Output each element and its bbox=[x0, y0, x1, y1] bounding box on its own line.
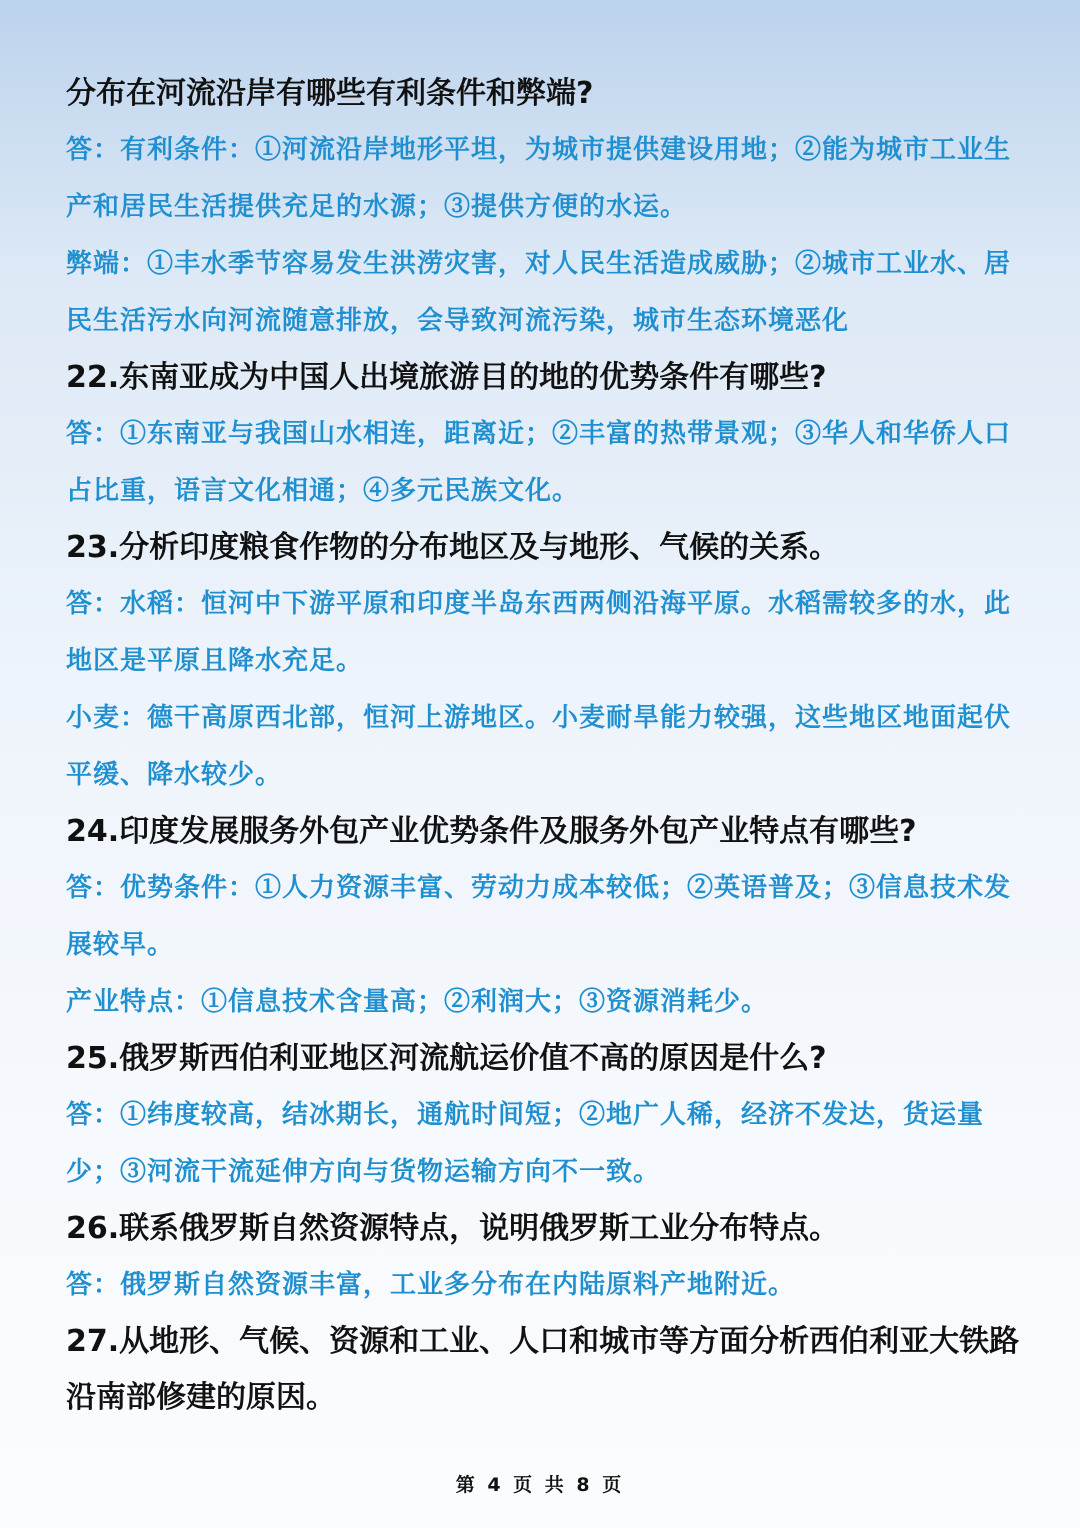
answer-paragraph: 小麦：德干高原西北部，恒河上游地区。小麦耐旱能力较强，这些地区地面起伏平缓、降水较少。 bbox=[66, 703, 1012, 790]
answer-paragraph: 答：水稻：恒河中下游平原和印度半岛东西两侧沿海平原。水稻需较多的水，此地区是平原且降水充足。 bbox=[66, 589, 1012, 676]
question-heading: 分布在河流沿岸有哪些有利条件和弊端? bbox=[66, 76, 594, 111]
question-heading: 25.俄罗斯西伯利亚地区河流航运价值不高的原因是什么? bbox=[66, 1041, 827, 1076]
page-number: 第 4 页 共 8 页 bbox=[455, 1474, 625, 1496]
question-heading: 22.东南亚成为中国人出境旅游目的地的优势条件有哪些? bbox=[66, 360, 827, 395]
answer-paragraph: 弊端：①丰水季节容易发生洪涝灾害，对人民生活造成威胁；②城市工业水、居民生活污水向河流随意排放，会导致河流污染，城市生态环境恶化 bbox=[66, 249, 1012, 336]
answer-paragraph: 答：优势条件：①人力资源丰富、劳动力成本较低；②英语普及；③信息技术发展较早。 bbox=[66, 873, 1012, 960]
question-heading: 27.从地形、气候、资源和工业、人口和城市等方面分析西伯利亚大铁路沿南部修建的原因。 bbox=[66, 1324, 1020, 1415]
document-body bbox=[66, 66, 1024, 1426]
question-heading: 23.分析印度粮食作物的分布地区及与地形、气候的关系。 bbox=[66, 530, 840, 565]
answer-paragraph: 答：①纬度较高，结冰期长，通航时间短；②地广人稀，经济不发达，货运量少；③河流干流延伸方向与货物运输方向不一致。 bbox=[66, 1100, 985, 1187]
answer-paragraph: 答：俄罗斯自然资源丰富，工业多分布在内陆原料产地附近。 bbox=[66, 1270, 796, 1300]
answer-paragraph: 答：①东南亚与我国山水相连，距离近；②丰富的热带景观；③华人和华侨人口占比重，语言文化相通；④多元民族文化。 bbox=[66, 419, 1012, 506]
answer-paragraph: 产业特点：①信息技术含量高；②利润大；③资源消耗少。 bbox=[66, 987, 769, 1017]
answer-paragraph: 答：有利条件：①河流沿岸地形平坦，为城市提供建设用地；②能为城市工业生产和居民生活提供充足的水源；③提供方便的水运。 bbox=[66, 135, 1012, 222]
question-heading: 24.印度发展服务外包产业优势条件及服务外包产业特点有哪些? bbox=[66, 814, 917, 849]
question-heading: 26.联系俄罗斯自然资源特点，说明俄罗斯工业分布特点。 bbox=[66, 1211, 840, 1246]
